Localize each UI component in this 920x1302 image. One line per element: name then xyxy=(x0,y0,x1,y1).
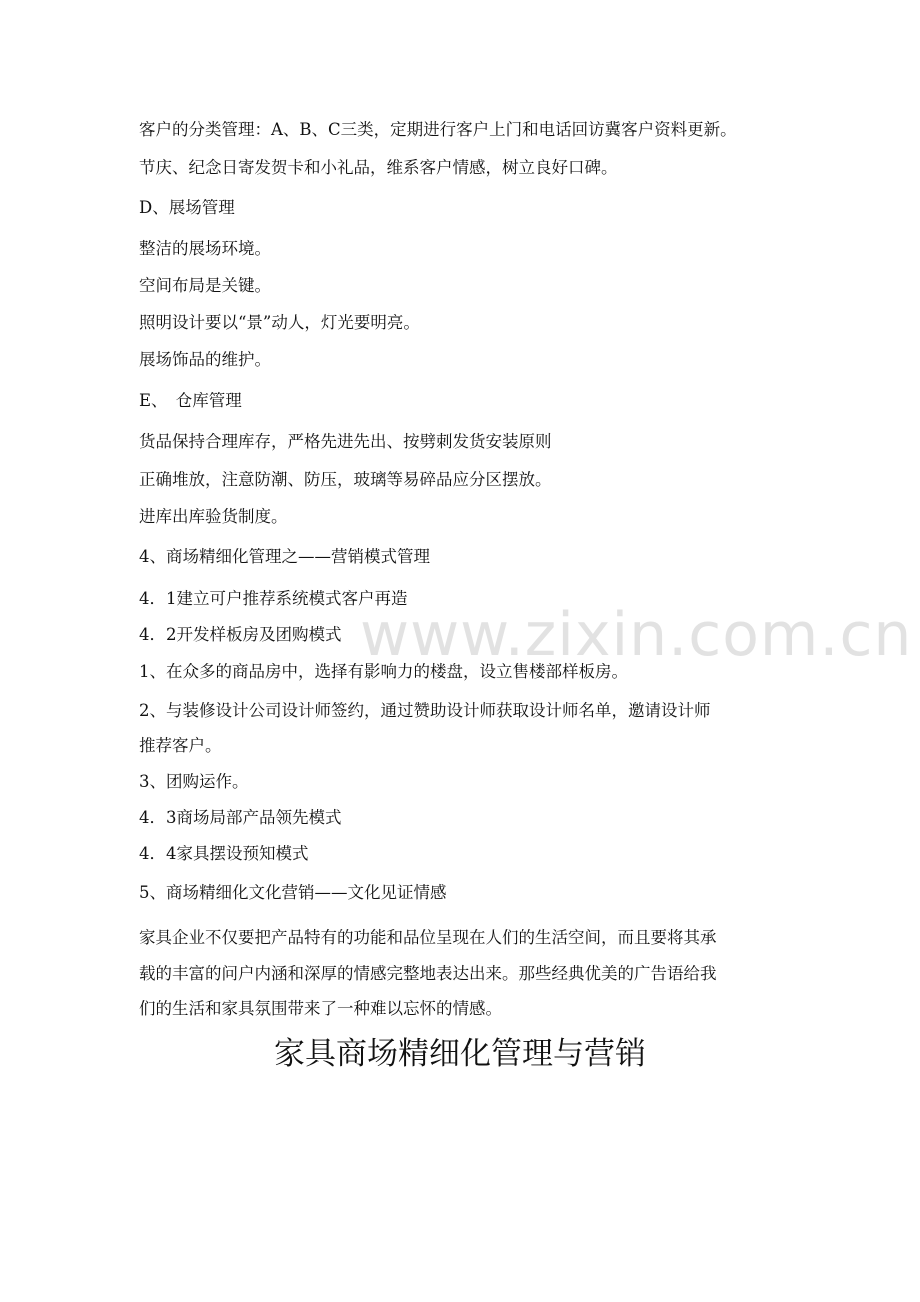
heading-section-4-1: 4．1建立可户推荐系统模式客户再造 xyxy=(139,589,408,608)
heading-warehouse-management: E、 仓库管理 xyxy=(139,391,242,410)
list-item-lighting-design: 照明设计要以“景”动人，灯光要明亮。 xyxy=(139,313,420,332)
paragraph-culture-3: 们的生活和家具氛围带来了一种难以忘怀的情感。 xyxy=(139,999,502,1018)
paragraph-culture-2: 载的丰富的问户内涵和深厚的情感完整地表达出来。那些经典优美的广告语给我 xyxy=(139,964,717,983)
paragraph-customer-classification: 客户的分类管理：A、B、C三类，定期进行客户上门和电话回访冀客户资料更新。 xyxy=(139,120,737,139)
paragraph-holiday-gifts: 节庆、纪念日寄发贺卡和小礼品，维系客户情感，树立良好口碑。 xyxy=(139,158,618,177)
paragraph-culture-1: 家具企业不仅要把产品特有的功能和品位呈现在人们的生活空间，而且要将其承 xyxy=(139,928,717,947)
list-item-clean-showroom: 整洁的展场环境。 xyxy=(139,239,271,258)
document-title: 家具商场精细化管理与营销 xyxy=(274,1036,646,1072)
list-item-group-buying: 3、团购运作。 xyxy=(139,772,249,791)
heading-showroom-management: D、展场管理 xyxy=(139,198,235,217)
heading-section-5: 5、商场精细化文化营销——文化见证情感 xyxy=(139,883,447,902)
list-item-model-house: 1、在众多的商品房中，选择有影响力的楼盘，设立售楼部样板房。 xyxy=(139,662,628,681)
heading-section-4-2: 4．2开发样板房及团购模式 xyxy=(139,625,342,644)
watermark-text: www.zixin.com.cn xyxy=(360,600,913,670)
heading-section-4-3: 4．3商场局部产品领先模式 xyxy=(139,808,342,827)
list-item-space-layout: 空间布局是关键。 xyxy=(139,276,271,295)
list-item-designer-contract-cont: 推荐客户。 xyxy=(139,736,222,755)
list-item-storage: 正确堆放，注意防潮、防压，玻璃等易碎品应分区摆放。 xyxy=(139,470,552,489)
list-item-designer-contract: 2、与装修设计公司设计师签约，通过赞助设计师获取设计师名单，邀请设计师 xyxy=(139,701,711,720)
list-item-inspection: 进库出库验货制度。 xyxy=(139,507,288,526)
heading-section-4-4: 4．4家具摆设预知模式 xyxy=(139,844,309,863)
heading-section-4: 4、商场精细化管理之——营销模式管理 xyxy=(139,547,430,566)
list-item-decor-maintenance: 展场饰品的维护。 xyxy=(139,350,271,369)
list-item-inventory: 货品保持合理库存，严格先进先出、按劈刺发货安装原则 xyxy=(139,432,552,451)
